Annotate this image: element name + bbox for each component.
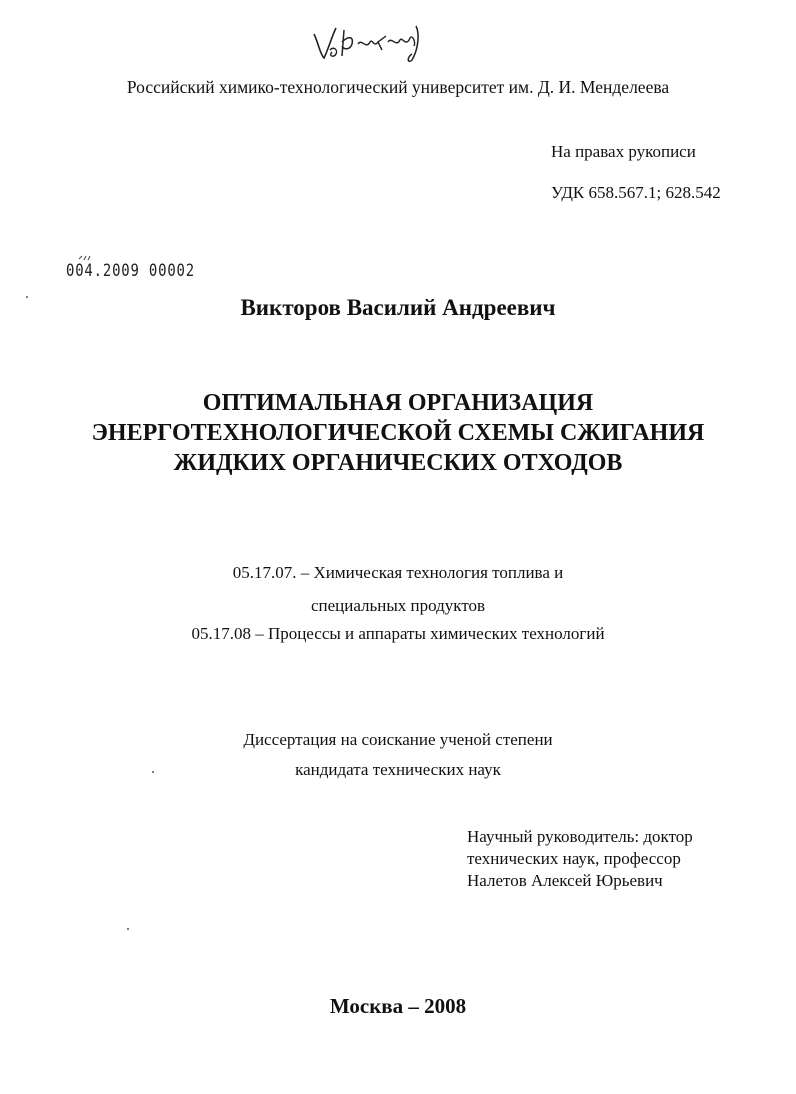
- stamp-mark: [78, 248, 92, 254]
- advisor-line: Научный руководитель: доктор: [467, 827, 693, 846]
- advisor-line: технических наук, профессор: [467, 849, 681, 868]
- city-year: Москва – 2008: [329, 994, 467, 1018]
- scan-speck: [26, 296, 28, 298]
- advisor-line: Налетов Алексей Юрьевич: [467, 871, 663, 890]
- udk-code: УДК 658.567.1; 628.542: [551, 183, 721, 202]
- specialty-line: 05.17.07. – Химическая технология топлива и: [232, 563, 564, 582]
- title-line: ОПТИМАЛЬНАЯ ОРГАНИЗАЦИЯ: [202, 390, 594, 416]
- signature: [308, 20, 428, 64]
- specialty-line: специальных продуктов: [310, 596, 486, 615]
- title-line: ЖИДКИХ ОРГАНИЧЕСКИХ ОТХОДОВ: [173, 450, 623, 476]
- specialty-line: 05.17.08 – Процессы и аппараты химических технологий: [191, 624, 605, 643]
- scan-speck: [127, 928, 129, 930]
- scan-speck: [152, 771, 154, 773]
- signature-drawing: [308, 20, 428, 64]
- scientific-advisor: [467, 826, 693, 892]
- university-name: Российский химико-технологический университет им. Д. И. Менделеева: [126, 77, 670, 97]
- degree-line: Диссертация на соискание ученой степени: [243, 730, 553, 749]
- dissertation-title: [0, 388, 796, 478]
- degree-line: кандидата технических наук: [295, 760, 501, 779]
- title-line: ЭНЕРГОТЕХНОЛОГИЧЕСКОЙ СХЕМЫ СЖИГАНИЯ: [91, 420, 705, 446]
- registration-stamp: 004.2009 00002: [66, 261, 195, 281]
- manuscript-rights: На правах рукописи: [551, 142, 696, 161]
- author-name: Викторов Василий Андреевич: [240, 295, 556, 320]
